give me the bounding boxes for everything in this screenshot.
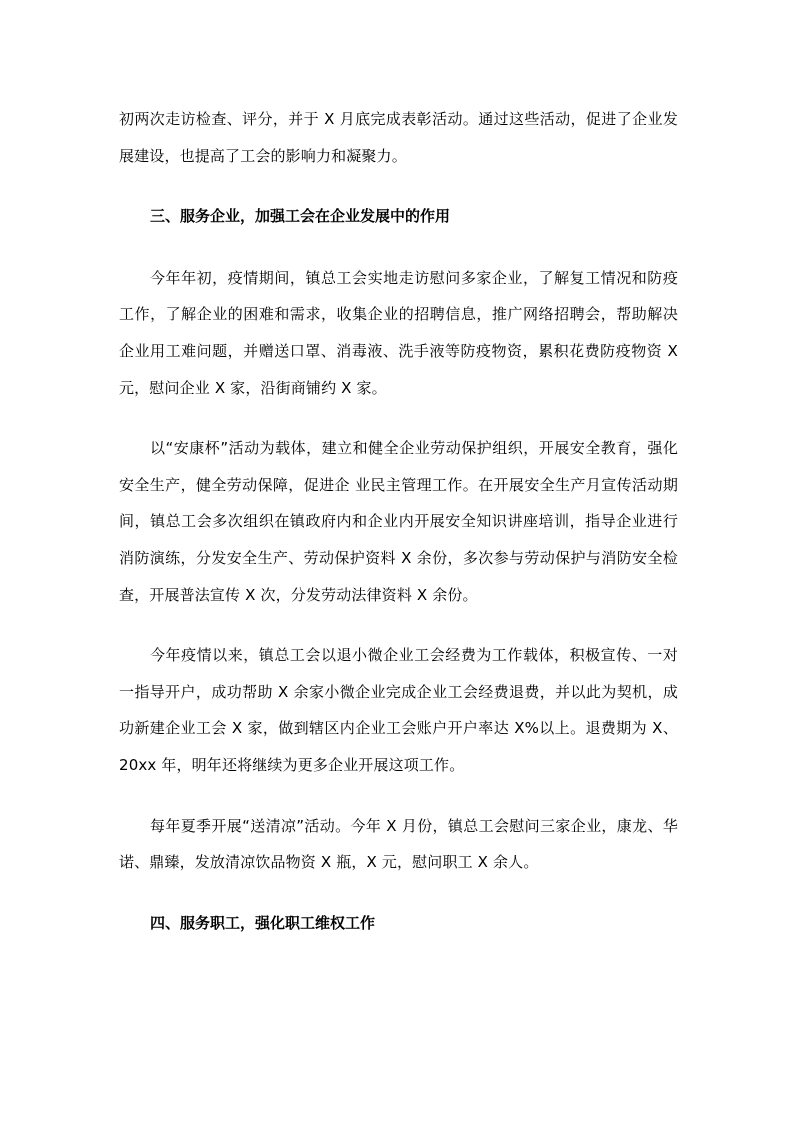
paragraph-summer-cooling: 每年夏季开展“送清凉”活动。今年 X 月份，镇总工会慰问三家企业，康龙、华诺、鼎臻，发放清凉饮品物资 X 瓶，X 元，慰问职工 X 余人。 <box>119 816 678 872</box>
paragraph-fee-refund: 今年疫情以来，镇总工会以退小微企业工会经费为工作载体，积极宣传、一对一指导开户，成功帮助 X 余家小微企业完成企业工会经费退费，并以此为契机，成功新建企业工会 X 家，做到辖区内企业工会账户开户率达 X%以上。退费期为 X、20xx 年，明年还将继续为更多企业开展这项工作。 <box>119 646 678 774</box>
section-heading-3: 三、服务企业，加强工会在企业发展中的作用 <box>150 207 451 226</box>
paragraph-ankang-cup: 以“安康杯”活动为载体，建立和健全企业劳动保护组织，开展安全教育，强化安全生产，健全劳动保障，促进企 业民主管理工作。在开展安全生产月宣传活动期间，镇总工会多次组织在镇政府内和企业内开展安全知识讲座培训，指导企业进行消防演练，分发安全生产、劳动保护资料 X 余份，多次参与劳动保护与消防安全检查，开展普法宣传 X 次，分发劳动法律资料 X 余份。 <box>119 439 678 604</box>
section-heading-4: 四、服务职工，强化职工维权工作 <box>150 913 376 932</box>
document-body <box>119 101 678 941</box>
paragraph-epidemic-visits: 今年年初，疫情期间，镇总工会实地走访慰问多家企业，了解复工情况和防疫工作，了解企业的困难和需求，收集企业的招聘信息，推广网络招聘会，帮助解决企业用工难问题，并赠送口罩、消毒液、洗手液等防疫物资，累积花费防疫物资 X 元，慰问企业 X 家，沿街商铺约 X 家。 <box>119 268 678 397</box>
paragraph-intro: 初两次走访检查、评分，并于 X 月底完成表彰活动。通过这些活动，促进了企业发展建设，也提高了工会的影响力和凝聚力。 <box>119 110 678 165</box>
